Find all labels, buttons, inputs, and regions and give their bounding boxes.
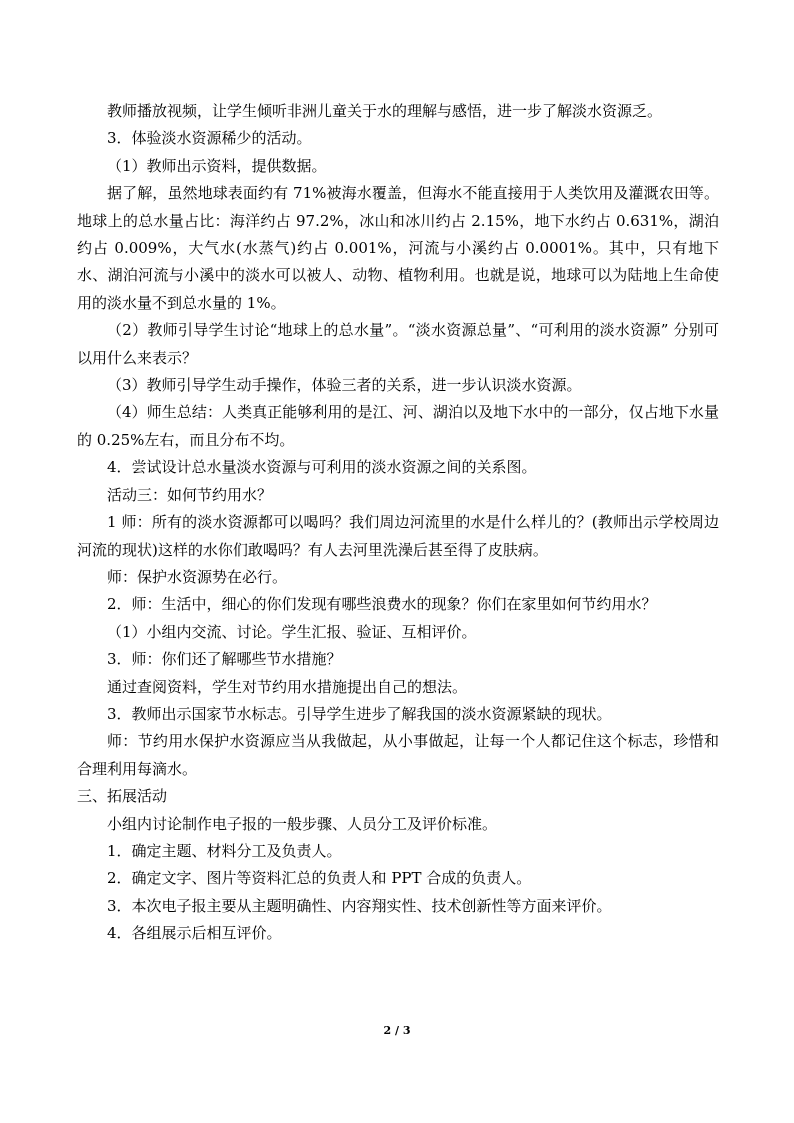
- paragraph: 3．本次电子报主要从主题明确性、内容翔实性、技术创新性等方面来评价。: [107, 896, 612, 915]
- paragraph: 4．尝试设计总水量淡水资源与可利用的淡水资源之间的关系图。: [107, 458, 537, 477]
- paragraph: 师：节约用水保护水资源应当从我做起，从小事做起，让每一个人都记住这个标志，珍惜和合理利用每滴水。: [77, 732, 719, 778]
- paragraph: 师：保护水资源势在必行。: [107, 567, 288, 586]
- section-heading: 三、拓展活动: [77, 787, 168, 806]
- paragraph: 教师播放视频，让学生倾听非洲儿童关于水的理解与感悟，进一步了解淡水资源乏。: [107, 102, 663, 120]
- paragraph: 据了解，虽然地球表面约有 71%被海水覆盖，但海水不能直接用于人类饮用及灌溉农田等。地球上的总水量占比：海洋约占 97.2%，冰山和冰川约占 2.15%，地下水约占 0.631%，湖泊约占 0.009%，大气水(水蒸气)约占 0.001%，河流与小溪约占 0.0001%。其中，只有地下水、湖泊河流与小溪中的淡水可以被人、动物、植物利用。也就是说，地球可以为陆地上生命使用的淡水量不到总水量的 1%。: [77, 184, 719, 312]
- paragraph: 4．各组展示后相互评价。: [107, 924, 282, 943]
- section-heading: 活动三：如何节约用水？: [107, 485, 273, 504]
- paragraph: （3）教师引导学生动手操作，体验三者的关系，进一步认识淡水资源。: [107, 376, 582, 395]
- paragraph: （1）教师出示资料，提供数据。: [107, 156, 327, 175]
- paragraph: （4）师生总结：人类真正能够利用的是江、河、湖泊以及地下水中的一部分，仅占地下水量的 0.25%左右，而且分布不均。: [77, 403, 719, 449]
- document-body: [77, 98, 719, 948]
- paragraph: 1．确定主题、材料分工及负责人。: [107, 841, 342, 860]
- paragraph: 3．教师出示国家节水标志。引导学生进步了解我国的淡水资源紧缺的现状。: [107, 704, 612, 723]
- paragraph: 小组内讨论制作电子报的一般步骤、人员分工及评价标准。: [107, 814, 498, 833]
- paragraph: （1）小组内交流、讨论。学生汇报、验证、互相评价。: [107, 622, 477, 641]
- paragraph: （2）教师引导学生讨论“地球上的总水量”。“淡水资源总量”、“可利用的淡水资源” 分别可以用什么来表示？: [77, 321, 719, 367]
- paragraph: 通过查阅资料，学生对节约用水措施提出自己的想法。: [107, 677, 468, 696]
- page-number: 2 / 3: [383, 1024, 411, 1037]
- paragraph: 2．确定文字、图片等资料汇总的负责人和 PPT 合成的负责人。: [107, 869, 532, 888]
- paragraph: 3．师：你们还了解哪些节水措施？: [107, 650, 342, 669]
- paragraph: 2．师：生活中，细心的你们发现有哪些浪费水的现象？你们在家里如何节约用水？: [107, 595, 657, 614]
- paragraph: 3．体验淡水资源稀少的活动。: [107, 129, 312, 148]
- paragraph: 1 师：所有的淡水资源都可以喝吗？我们周边河流里的水是什么样儿的？(教师出示学校周边河流的现状)这样的水你们敢喝吗？有人去河里洗澡后甚至得了皮肤病。: [77, 513, 719, 559]
